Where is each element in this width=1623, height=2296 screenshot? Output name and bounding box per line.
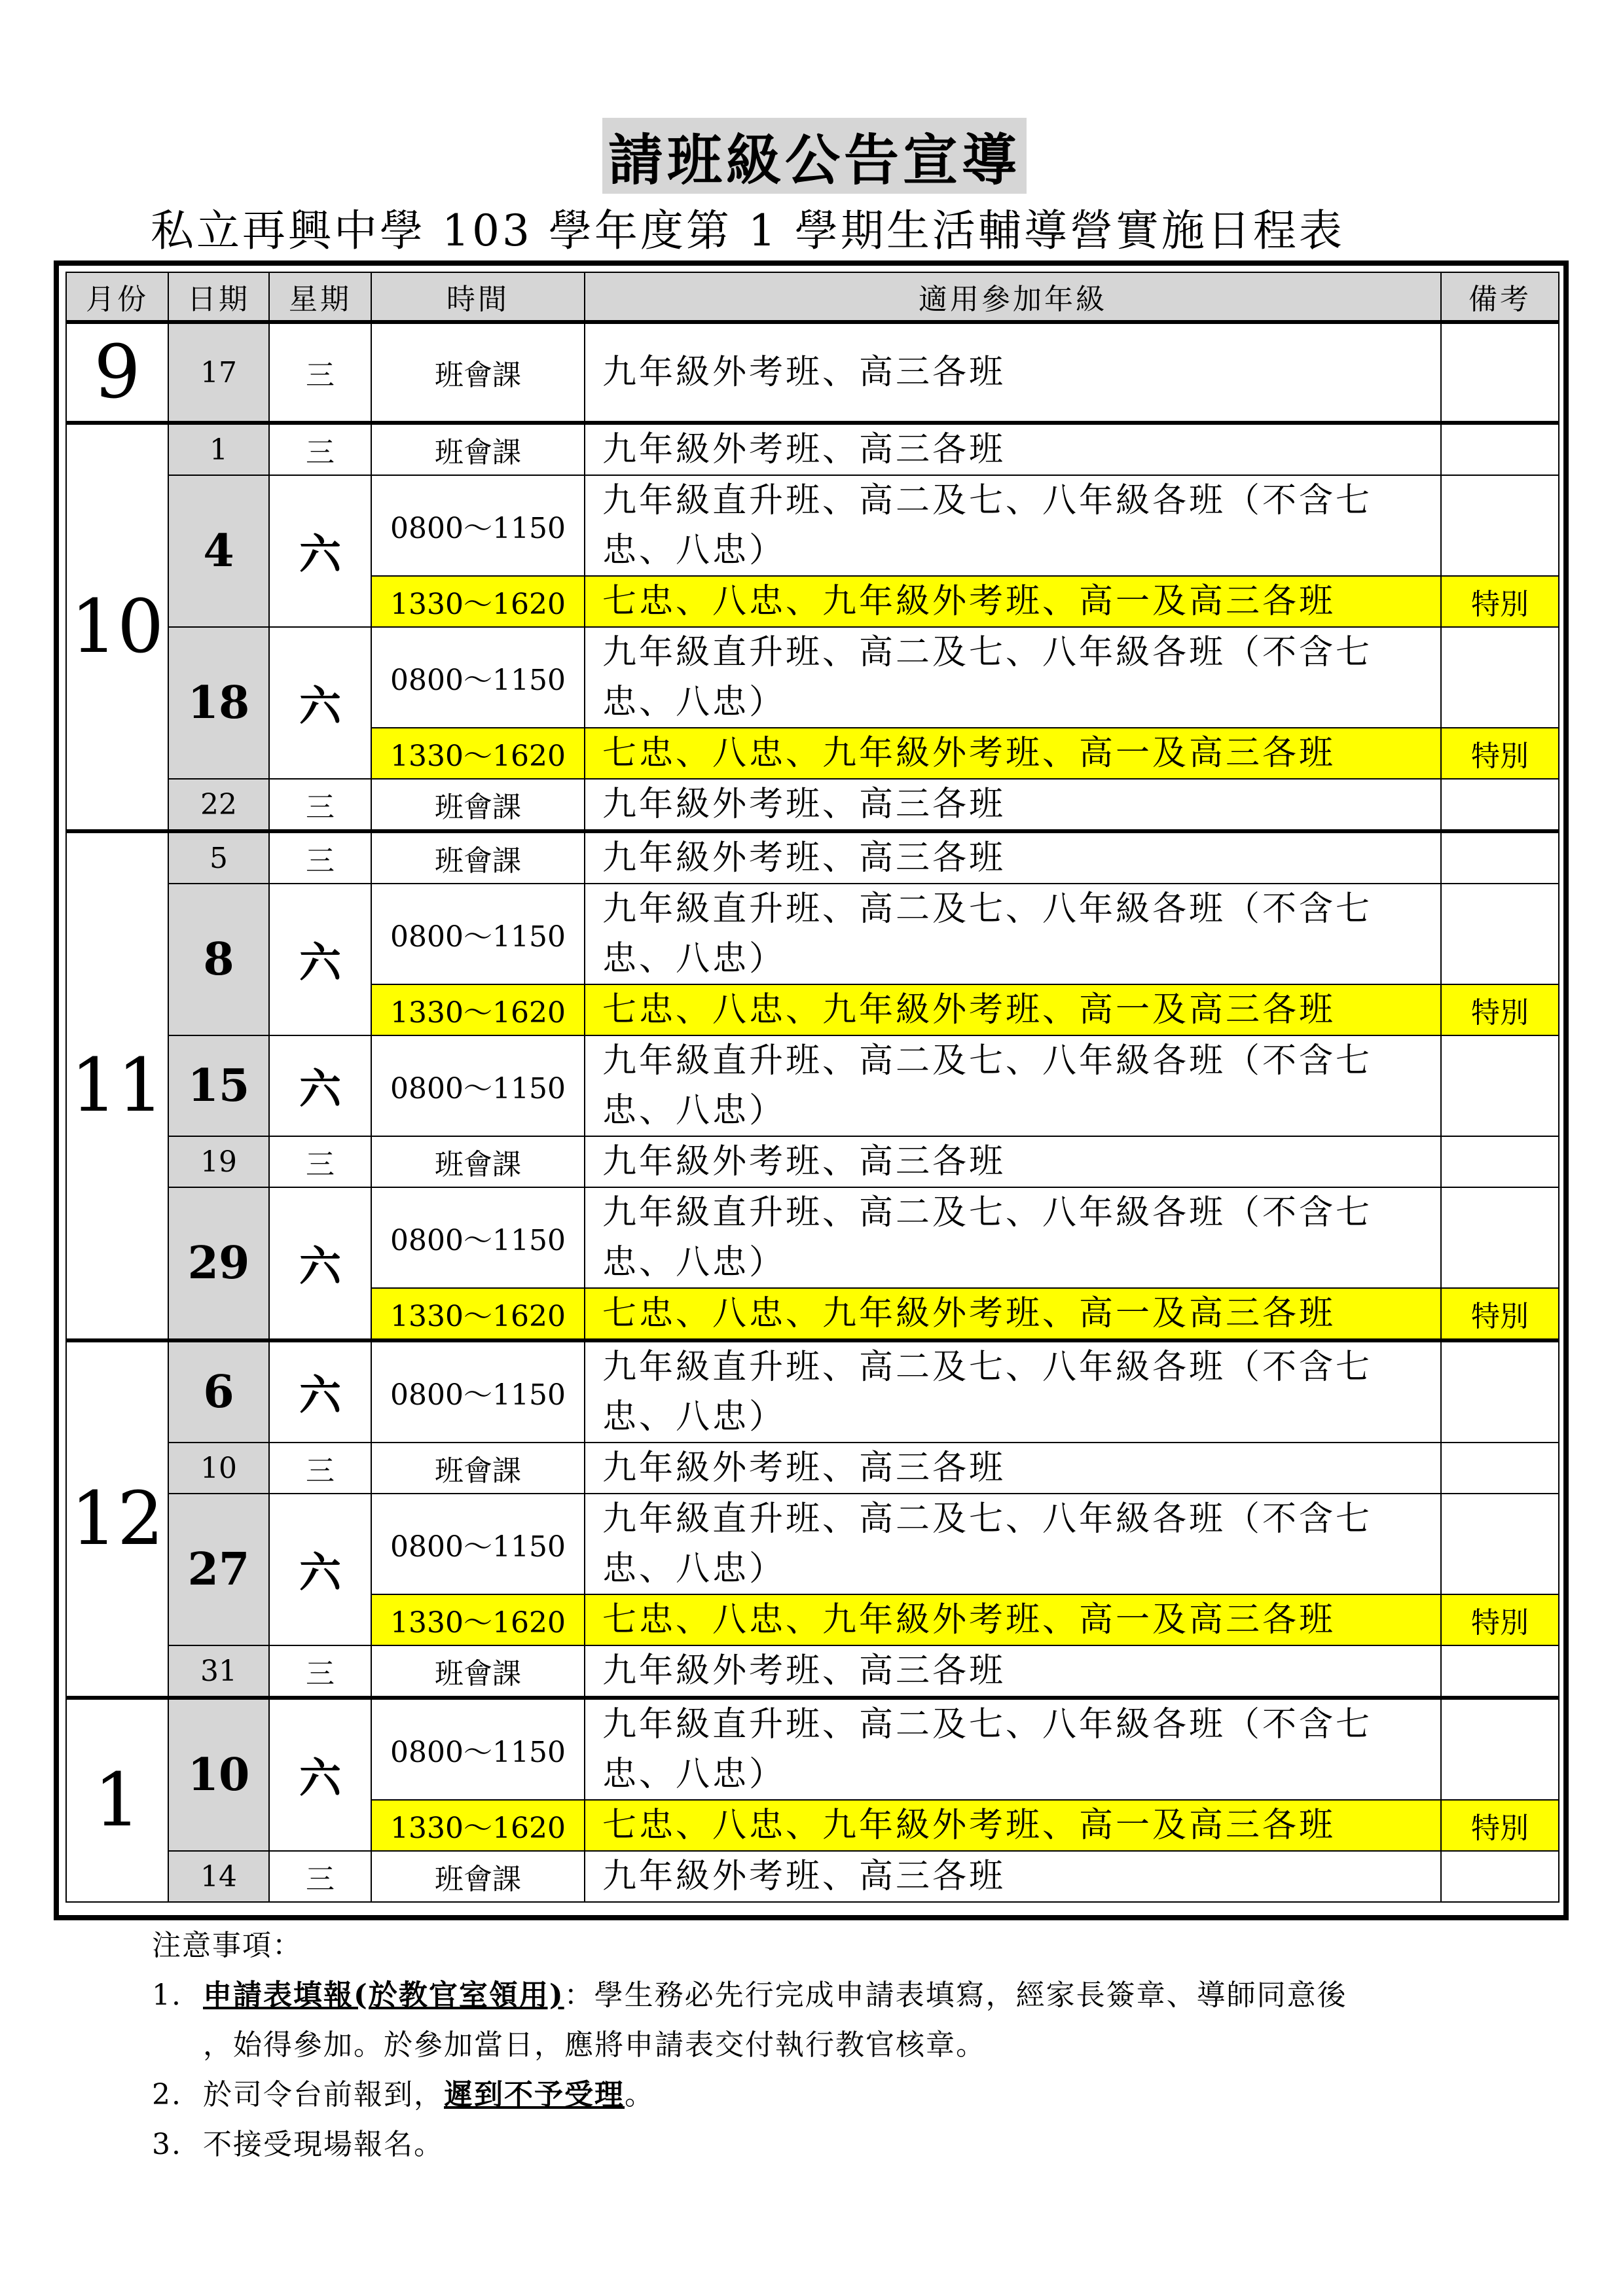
grades-cell: 九年級直升班、高二及七、八年級各班（不含七忠、八忠） [585, 1187, 1441, 1288]
remark-cell: 特別 [1441, 728, 1559, 779]
remark-cell [1441, 1035, 1559, 1136]
table-row [66, 1645, 1559, 1698]
time-cell: 班會課 [371, 831, 585, 884]
time-cell: 班會課 [371, 423, 585, 475]
date-cell: 5 [168, 831, 269, 884]
time-cell: 1330～1620 [371, 1800, 585, 1851]
weekday-cell: 三 [269, 1645, 371, 1698]
date-cell: 14 [168, 1851, 269, 1902]
date-cell: 10 [168, 1443, 269, 1494]
month-cell: 9 [66, 322, 168, 423]
date-cell: 31 [168, 1645, 269, 1698]
month-cell: 10 [66, 423, 168, 831]
remark-cell [1441, 779, 1559, 831]
table-row [66, 1340, 1559, 1443]
note-text-end: 。 [625, 2078, 655, 2111]
weekday-cell: 六 [269, 1035, 371, 1136]
weekday-cell: 六 [269, 884, 371, 1035]
weekday-cell: 三 [269, 322, 371, 423]
remark-cell [1441, 627, 1559, 728]
note-number: 3. [152, 2128, 182, 2161]
grades-cell: 九年級外考班、高三各班 [585, 779, 1441, 831]
table-row [66, 1698, 1559, 1800]
note-item-1-continued: ，始得參加。於參加當日，應將申請表交付執行教官核章。 [203, 2028, 986, 2062]
note-number: 1. [152, 1979, 182, 2012]
weekday-cell: 六 [269, 1187, 371, 1340]
notes-section [152, 1921, 1527, 2170]
grades-cell: 七忠、八忠、九年級外考班、高一及高三各班 [585, 576, 1441, 627]
header-date: 日期 [168, 272, 269, 322]
remark-cell [1441, 1851, 1559, 1902]
remark-cell: 特別 [1441, 1800, 1559, 1851]
weekday-cell: 六 [269, 627, 371, 779]
month-group-1 [66, 1698, 1559, 1902]
date-cell: 6 [168, 1340, 269, 1443]
table-row [66, 1851, 1559, 1902]
header-remarks: 備考 [1441, 272, 1559, 322]
notes-heading: 注意事項： [152, 1929, 302, 1962]
table-row [66, 1494, 1559, 1594]
time-cell: 班會課 [371, 779, 585, 831]
time-cell: 0800～1150 [371, 1698, 585, 1800]
table-row [66, 779, 1559, 831]
grades-cell: 七忠、八忠、九年級外考班、高一及高三各班 [585, 984, 1441, 1035]
date-cell: 29 [168, 1187, 269, 1340]
note-item-1 [152, 1971, 1527, 2020]
header-row [66, 272, 1559, 322]
time-cell: 0800～1150 [371, 1340, 585, 1443]
grades-cell: 九年級外考班、高三各班 [585, 1645, 1441, 1698]
grades-cell: 九年級外考班、高三各班 [585, 1136, 1441, 1187]
month-cell: 12 [66, 1340, 168, 1698]
note-emphasis: 申請表填報(於教官室領用) [203, 1979, 564, 2012]
header-eligible-grades: 適用參加年級 [585, 272, 1441, 322]
remark-cell [1441, 1187, 1559, 1288]
table-row [66, 322, 1559, 423]
grades-cell: 九年級外考班、高三各班 [585, 1851, 1441, 1902]
table-row [66, 884, 1559, 984]
grades-cell: 九年級外考班、高三各班 [585, 1443, 1441, 1494]
table-row [66, 1443, 1559, 1494]
grades-cell: 九年級直升班、高二及七、八年級各班（不含七忠、八忠） [585, 884, 1441, 984]
grades-cell: 七忠、八忠、九年級外考班、高一及高三各班 [585, 1288, 1441, 1340]
remark-cell [1441, 322, 1559, 423]
note-text: 不接受現場報名。 [203, 2128, 444, 2161]
month-group-9 [66, 322, 1559, 423]
page-title: 私立再興中學 103 學年度第 1 學期生活輔導營實施日程表 [151, 205, 1345, 256]
schedule-table [65, 272, 1559, 1903]
time-cell: 班會課 [371, 1136, 585, 1187]
grades-cell: 九年級外考班、高三各班 [585, 322, 1441, 423]
date-cell: 27 [168, 1494, 269, 1645]
grades-cell: 九年級外考班、高三各班 [585, 423, 1441, 475]
time-cell: 1330～1620 [371, 1288, 585, 1340]
remark-cell: 特別 [1441, 576, 1559, 627]
remark-cell: 特別 [1441, 984, 1559, 1035]
table-row [66, 475, 1559, 576]
weekday-cell: 六 [269, 1340, 371, 1443]
time-cell: 1330～1620 [371, 984, 585, 1035]
grades-cell: 七忠、八忠、九年級外考班、高一及高三各班 [585, 1800, 1441, 1851]
time-cell: 班會課 [371, 322, 585, 423]
table-row [66, 1187, 1559, 1288]
banner-title: 請班級公告宣導 [608, 127, 1021, 192]
remark-cell [1441, 1698, 1559, 1800]
note-item-3 [152, 2120, 1527, 2170]
remark-cell [1441, 1443, 1559, 1494]
date-cell: 18 [168, 627, 269, 779]
time-cell: 0800～1150 [371, 475, 585, 576]
remark-cell [1441, 831, 1559, 884]
date-cell: 1 [168, 423, 269, 475]
time-cell: 0800～1150 [371, 1494, 585, 1594]
grades-cell: 九年級直升班、高二及七、八年級各班（不含七忠、八忠） [585, 475, 1441, 576]
date-cell: 15 [168, 1035, 269, 1136]
remark-cell [1441, 884, 1559, 984]
table-row [66, 627, 1559, 728]
weekday-cell: 三 [269, 831, 371, 884]
grades-cell: 九年級直升班、高二及七、八年級各班（不含七忠、八忠） [585, 627, 1441, 728]
date-cell: 4 [168, 475, 269, 627]
time-cell: 0800～1150 [371, 1187, 585, 1288]
month-cell: 11 [66, 831, 168, 1340]
header-time: 時間 [371, 272, 585, 322]
note-emphasis: 遲到不予受理 [444, 2078, 625, 2111]
time-cell: 0800～1150 [371, 1035, 585, 1136]
weekday-cell: 三 [269, 779, 371, 831]
remark-cell [1441, 1136, 1559, 1187]
grades-cell: 九年級直升班、高二及七、八年級各班（不含七忠、八忠） [585, 1698, 1441, 1800]
weekday-cell: 三 [269, 423, 371, 475]
grades-cell: 九年級直升班、高二及七、八年級各班（不含七忠、八忠） [585, 1340, 1441, 1443]
note-text: ：學生務必先行完成申請表填寫，經家長簽章、導師同意後 [564, 1979, 1347, 2012]
grades-cell: 七忠、八忠、九年級外考班、高一及高三各班 [585, 728, 1441, 779]
time-cell: 班會課 [371, 1443, 585, 1494]
remark-cell [1441, 475, 1559, 576]
remark-cell: 特別 [1441, 1288, 1559, 1340]
weekday-cell: 六 [269, 475, 371, 627]
date-cell: 8 [168, 884, 269, 1035]
table-row [66, 831, 1559, 884]
time-cell: 班會課 [371, 1645, 585, 1698]
remark-cell [1441, 1494, 1559, 1594]
note-number: 2. [152, 2078, 182, 2111]
weekday-cell: 六 [269, 1494, 371, 1645]
weekday-cell: 六 [269, 1698, 371, 1851]
grades-cell: 九年級直升班、高二及七、八年級各班（不含七忠、八忠） [585, 1494, 1441, 1594]
time-cell: 1330～1620 [371, 1594, 585, 1645]
date-cell: 10 [168, 1698, 269, 1851]
weekday-cell: 三 [269, 1443, 371, 1494]
time-cell: 1330～1620 [371, 728, 585, 779]
month-group-10 [66, 423, 1559, 831]
month-group-11 [66, 831, 1559, 1340]
time-cell: 班會課 [371, 1851, 585, 1902]
month-group-12 [66, 1340, 1559, 1698]
remark-cell [1441, 423, 1559, 475]
month-cell: 1 [66, 1698, 168, 1902]
table-row [66, 1035, 1559, 1136]
time-cell: 1330～1620 [371, 576, 585, 627]
weekday-cell: 三 [269, 1136, 371, 1187]
header-weekday: 星期 [269, 272, 371, 322]
announcement-banner [602, 118, 1027, 194]
table-row [66, 1136, 1559, 1187]
header-month: 月份 [66, 272, 168, 322]
remark-cell [1441, 1340, 1559, 1443]
date-cell: 17 [168, 322, 269, 423]
grades-cell: 九年級直升班、高二及七、八年級各班（不含七忠、八忠） [585, 1035, 1441, 1136]
grades-cell: 九年級外考班、高三各班 [585, 831, 1441, 884]
note-text: 於司令台前報到， [203, 2078, 444, 2111]
remark-cell: 特別 [1441, 1594, 1559, 1645]
weekday-cell: 三 [269, 1851, 371, 1902]
time-cell: 0800～1150 [371, 627, 585, 728]
date-cell: 22 [168, 779, 269, 831]
table-row [66, 423, 1559, 475]
remark-cell [1441, 1645, 1559, 1698]
time-cell: 0800～1150 [371, 884, 585, 984]
note-item-2 [152, 2070, 1527, 2120]
date-cell: 19 [168, 1136, 269, 1187]
grades-cell: 七忠、八忠、九年級外考班、高一及高三各班 [585, 1594, 1441, 1645]
